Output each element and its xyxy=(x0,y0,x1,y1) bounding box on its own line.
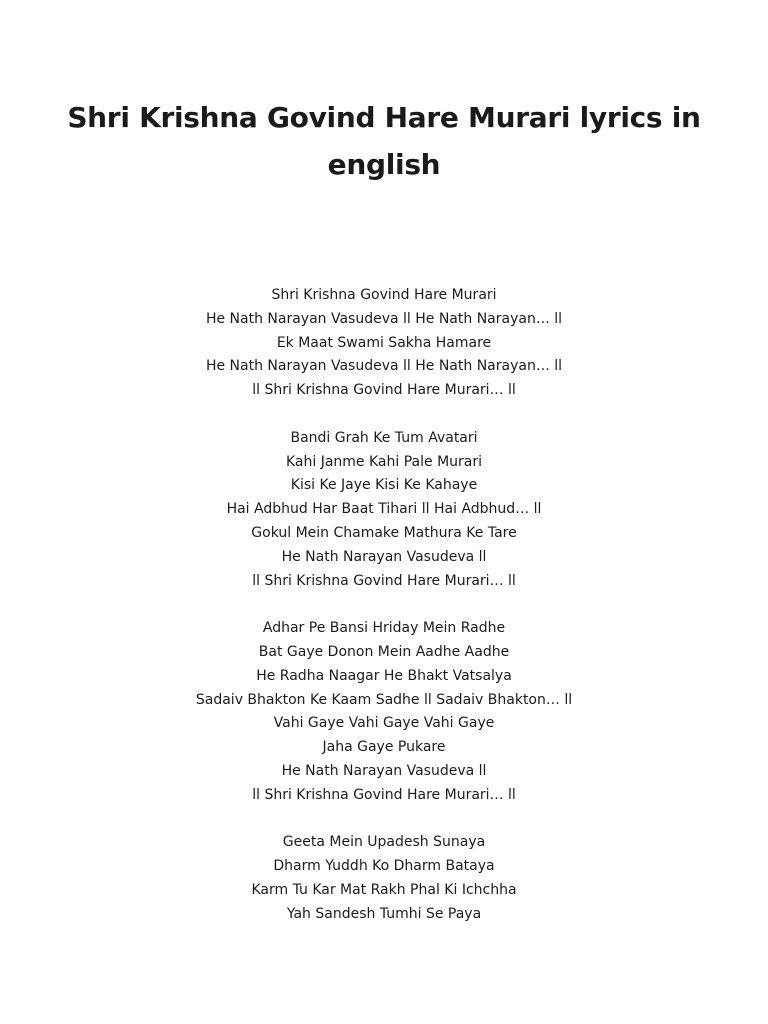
lyric-line: Jaha Gaye Pukare xyxy=(322,739,446,756)
stanza-1 xyxy=(84,284,684,403)
lyric-line: Karm Tu Kar Mat Rakh Phal Ki Ichchha xyxy=(251,881,517,898)
lyric-line: He Nath Narayan Vasudeva ll He Nath Narayan… ll xyxy=(205,310,563,327)
lyric-line: He Nath Narayan Vasudeva ll xyxy=(281,548,487,565)
lyric-line: Bat Gaye Donon Mein Aadhe Aadhe xyxy=(258,643,510,660)
lyric-line: Bandi Grah Ke Tum Avatari xyxy=(290,429,478,446)
lyric-line: ll Shri Krishna Govind Hare Murari… ll xyxy=(252,572,516,589)
lyric-line: Sadaiv Bhakton Ke Kaam Sadhe ll Sadaiv Bhakton… ll xyxy=(195,691,573,708)
stanza-2 xyxy=(84,427,684,594)
lyric-line: He Nath Narayan Vasudeva ll xyxy=(281,762,487,779)
lyric-line: Vahi Gaye Vahi Gaye Vahi Gaye xyxy=(273,715,495,732)
lyric-line: ll Shri Krishna Govind Hare Murari… ll xyxy=(252,786,516,803)
lyric-line: Ek Maat Swami Sakha Hamare xyxy=(276,334,492,351)
lyric-line: Kahi Janme Kahi Pale Murari xyxy=(285,453,482,470)
lyric-line: Adhar Pe Bansi Hriday Mein Radhe xyxy=(262,620,506,637)
lyric-line: He Nath Narayan Vasudeva ll He Nath Narayan… ll xyxy=(205,358,563,375)
lyric-line: Kisi Ke Jaye Kisi Ke Kahaye xyxy=(290,477,478,494)
lyric-line: He Radha Naagar He Bhakt Vatsalya xyxy=(256,667,512,684)
lyric-line: Yah Sandesh Tumhi Se Paya xyxy=(286,905,482,922)
page-title: Shri Krishna Govind Hare Murari lyrics in english xyxy=(67,101,701,181)
lyric-line: Geeta Mein Upadesh Sunaya xyxy=(282,834,486,851)
lyric-line: ll Shri Krishna Govind Hare Murari… ll xyxy=(252,382,516,399)
lyrics-body xyxy=(84,284,684,950)
stanza-4 xyxy=(84,831,684,926)
stanza-3 xyxy=(84,617,684,807)
lyric-line: Gokul Mein Chamake Mathura Ke Tare xyxy=(251,524,517,541)
lyric-line: Dharm Yuddh Ko Dharm Bataya xyxy=(273,858,495,875)
lyric-line: Shri Krishna Govind Hare Murari xyxy=(271,287,497,303)
lyric-line: Hai Adbhud Har Baat Tihari ll Hai Adbhud… ll xyxy=(226,501,542,518)
